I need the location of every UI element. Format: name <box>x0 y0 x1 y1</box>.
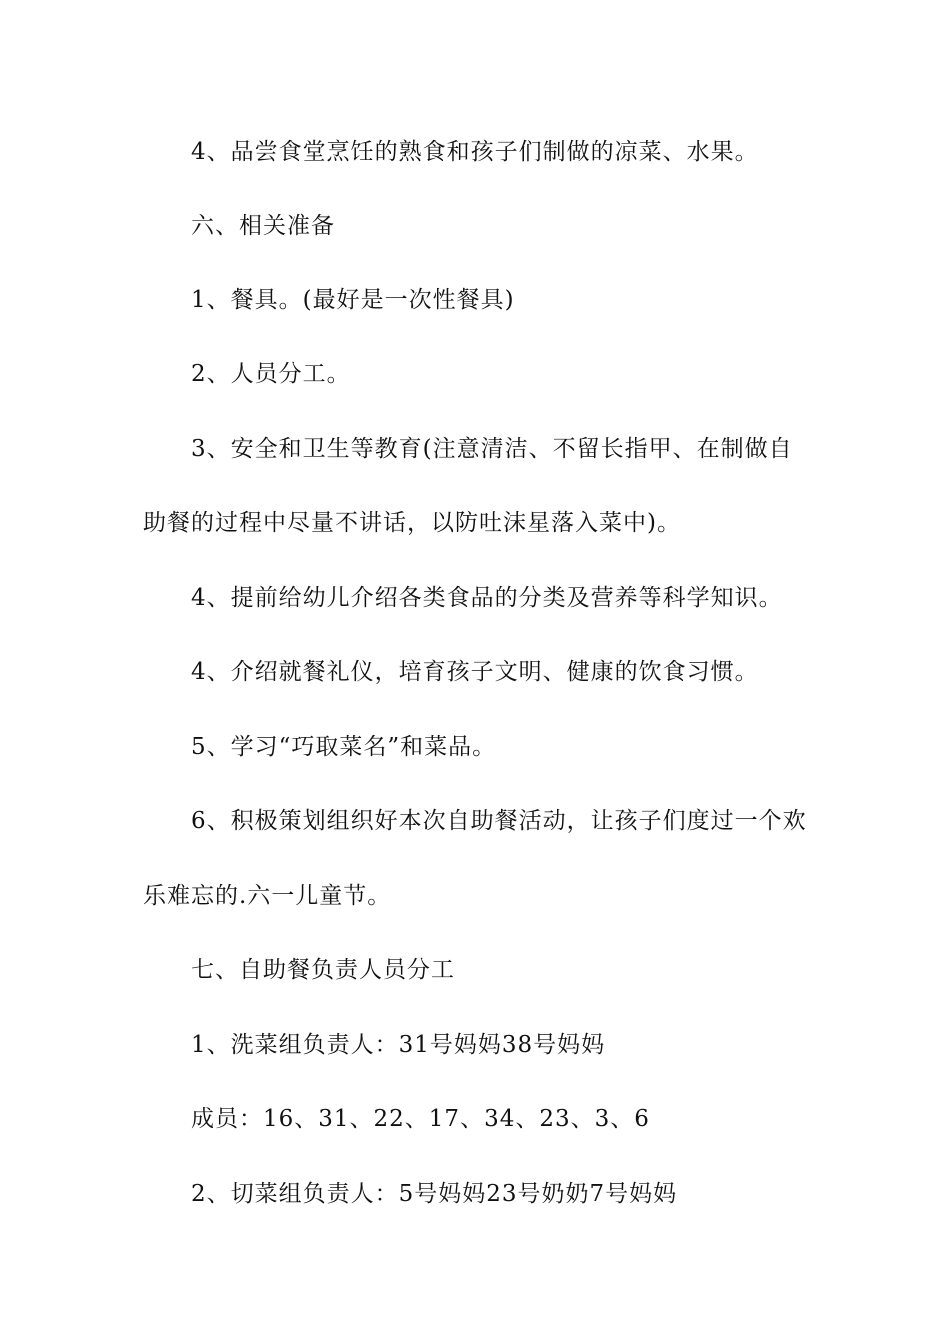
paragraph-line: 4、介绍就餐礼仪，培育孩子文明、健康的饮食习惯。 <box>191 659 759 685</box>
paragraph-line: 1、餐具。(最好是一次性餐具) <box>191 287 515 313</box>
section-heading: 六、相关准备 <box>191 213 335 239</box>
paragraph-line: 5、学习“巧取菜名”和菜品。 <box>191 734 497 760</box>
section-heading: 七、自助餐负责人员分工 <box>191 957 455 983</box>
paragraph-line: 3、安全和卫生等教育(注意清洁、不留长指甲、在制做自 <box>191 436 793 462</box>
paragraph-line: 4、品尝食堂烹饪的熟食和孩子们制做的凉菜、水果。 <box>191 139 759 165</box>
paragraph-line: 1、洗菜组负责人：31号妈妈38号妈妈 <box>191 1032 606 1058</box>
paragraph-line: 2、人员分工。 <box>191 361 351 387</box>
paragraph-line-continuation: 助餐的过程中尽量不讲话，以防吐沫星落入菜中)。 <box>143 510 681 536</box>
paragraph-line: 4、提前给幼儿介绍各类食品的分类及营养等科学知识。 <box>191 585 783 611</box>
paragraph-line: 成员：16、31、22、17、34、23、3、6 <box>191 1106 650 1132</box>
paragraph-line: 2、切菜组负责人：5号妈妈23号奶奶7号妈妈 <box>191 1181 678 1207</box>
paragraph-line: 6、积极策划组织好本次自助餐活动，让孩子们度过一个欢 <box>191 808 807 834</box>
paragraph-line-continuation: 乐难忘的.六一儿童节。 <box>143 883 392 909</box>
